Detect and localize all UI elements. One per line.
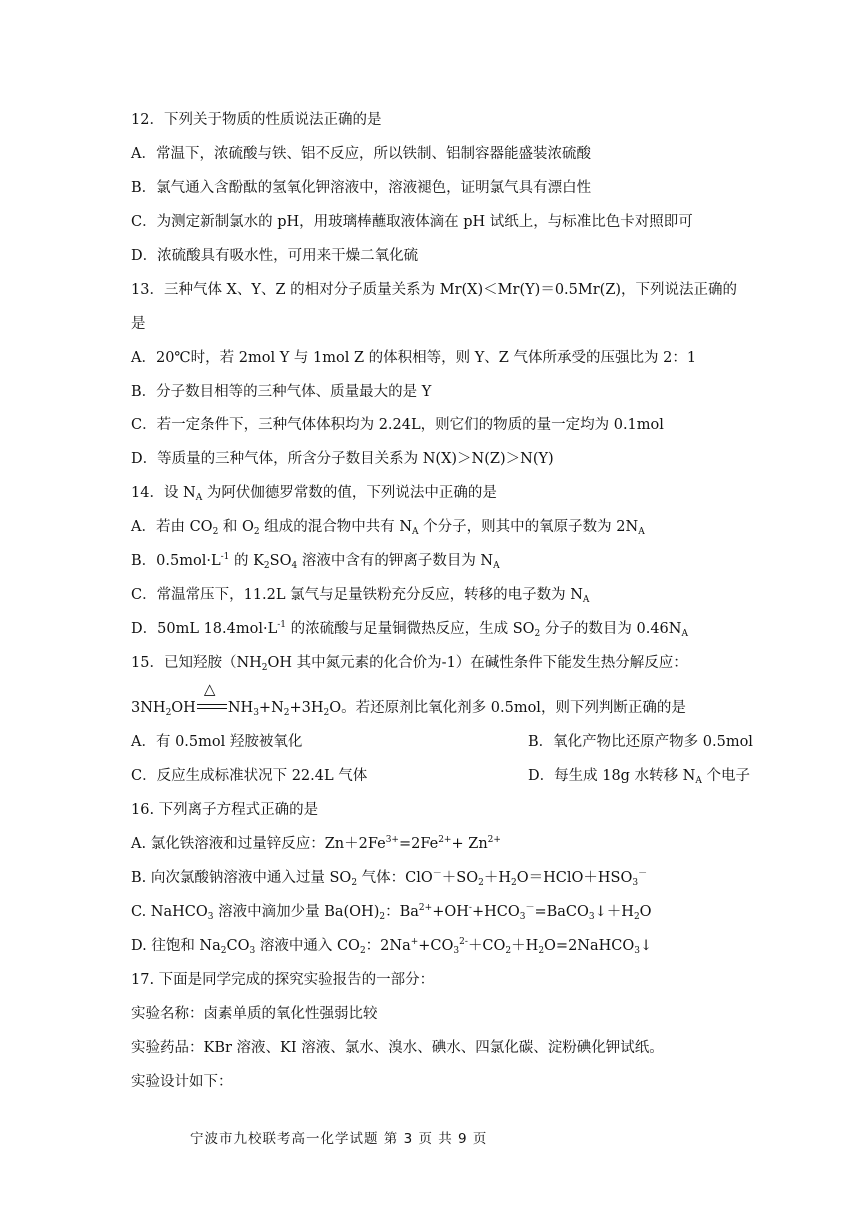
heat-arrow-icon (197, 680, 227, 713)
q17-experiment-name: 实验名称：卤素单质的氧化性强弱比较 (131, 1006, 378, 1022)
q16-stem: 16. 下列离子方程式正确的是 (131, 802, 319, 818)
q12-option-a: A．常温下，浓硫酸与铁、铝不反应，所以铁制、铝制容器能盛装浓硫酸 (131, 146, 591, 162)
q14-option-c: C．常温常压下，11.2L 氯气与足量铁粉充分反应，转移的电子数为 $N_A$ (131, 587, 590, 605)
q15-equation (131, 680, 800, 718)
q16-option-d: D. 往饱和 $Na_2CO_3$ 溶液中通入 $CO_2$：$2Na^++CO_3^{2-}+CO_2+H_2O=2NaHCO_3↓$ (131, 937, 653, 956)
q12-option-c: C．为测定新制氯水的 pH，用玻璃棒蘸取液体滴在 pH 试纸上，与标准比色卡对照即可 (131, 214, 693, 230)
q16-option-c: C. NaHCO$_3$ 溶液中滴加少量 $Ba(OH)_2$：$Ba^{2+}+OH^-+HCO_3^-=BaCO_3↓+H_2O$ (131, 903, 652, 922)
q13-option-b: B．分子数目相等的三种气体、质量最大的是 Y (131, 384, 432, 400)
q13-option-c: C．若一定条件下，三种气体体积均为 2.24L，则它们的物质的量一定均为 0.1mol (131, 417, 664, 433)
q13-stem-line2: 是 (131, 316, 146, 332)
q16-option-a: A. 氯化铁溶液和过量锌反应：$Zn+2Fe^{3+}=2Fe^{2+}+ Zn^{2+}$ (131, 835, 501, 852)
q13-stem-line1: 13．三种气体 X、Y、Z 的相对分子质量关系为 Mr(X)＜Mr(Y)＝0.5Mr(Z)，下列说法正确的 (131, 282, 738, 298)
q15-options-row1 (131, 732, 800, 752)
page-footer: 宁波市九校联考高一化学试题 第 3 页 共 9 页 (190, 1131, 488, 1147)
q14-stem: 14．设 $N_A$ 为阿伏伽德罗常数的值，下列说法中正确的是 (131, 485, 497, 503)
q17-experiment-design: 实验设计如下： (131, 1074, 233, 1090)
q15-option-b: B．氧化产物比还原产物多 0.5mol (528, 734, 753, 750)
q12-option-b: B．氯气通入含酚酞的氢氧化钾溶液中，溶液褪色，证明氯气具有漂白性 (131, 180, 592, 196)
q15-option-c: C．反应生成标准状况下 22.4L 气体 (131, 768, 368, 784)
q14-option-a: A．若由 $CO_2$ 和 $O_2$ 组成的混合物中共有 $N_A$ 个分子，则其中的氧原子数为 $2N_A$ (131, 519, 645, 537)
q13-option-a: A．20℃时，若 2mol Y 与 1mol Z 的体积相等，则 Y、Z 气体所承受的压强比为 2：1 (131, 350, 697, 366)
q15-option-d: D．每生成 18g 水转移 $N_A$ 个电子 (528, 768, 750, 786)
q13-option-d: D．等质量的三种气体，所含分子数目关系为 N(X)＞N(Z)＞N(Y) (131, 451, 554, 467)
q12-stem: 12．下列关于物质的性质说法正确的是 (131, 112, 382, 128)
q17-stem: 17. 下面是同学完成的探究实验报告的一部分： (131, 972, 435, 988)
q15-equation-right: $NH_3+N_2+3H_2O$。若还原剂比氧化剂多 0.5mol，则下列判断正确的是 (227, 700, 686, 718)
q14-option-d: D．50mL $18.4mol\cdot L^{-1}$ 的浓硫酸与足量铜微热反应，生成 $SO_2$ 分子的数目为 $0.46N_A$ (131, 620, 688, 639)
q12-option-d: D．浓硫酸具有吸水性，可用来干燥二氧化硫 (131, 248, 419, 264)
q17-experiment-reagents: 实验药品：KBr 溶液、KI 溶液、氯水、溴水、碘水、四氯化碳、淀粉碘化钾试纸。 (131, 1040, 664, 1056)
q15-stem: 15．已知羟胺（$NH_2OH$ 其中氮元素的化合价为-1）在碱性条件下能发生热分解反应： (131, 655, 688, 673)
q15-equation-left: $3NH_2OH$ (131, 700, 196, 718)
q15-options-row2 (131, 766, 800, 786)
q14-option-b: B．$0.5mol\cdot L^{-1}$ 的 $K_2SO_4$ 溶液中含有的钾离子数目为 $N_A$ (131, 552, 500, 571)
q16-option-b: B. 向次氯酸钠溶液中通入过量 $SO_2$ 气体：$ClO^-+SO_2+H_2O=HClO+HSO_3^-$ (131, 869, 648, 888)
q15-option-a: A．有 0.5mol 羟胺被氧化 (131, 734, 303, 750)
heat-symbol: △ (203, 680, 216, 698)
